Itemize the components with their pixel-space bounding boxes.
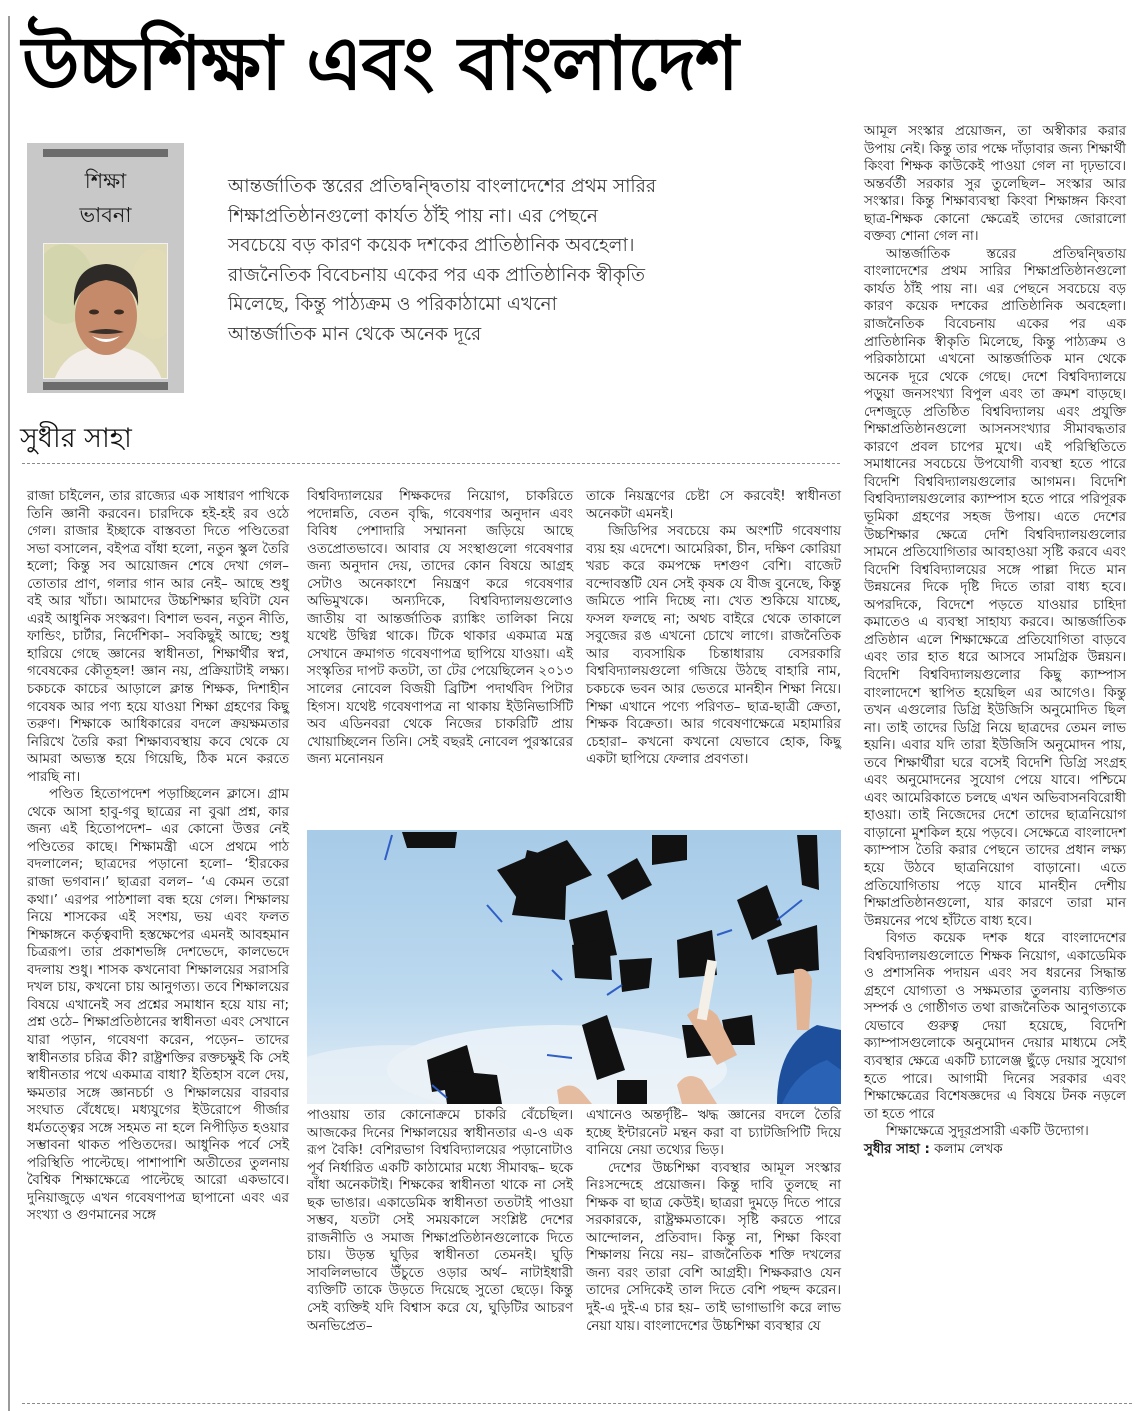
deck-line: আন্তর্জাতিক স্তরের প্রতিদ্বন্দ্বিতায় বাংলাদেশের প্রথম সারির: [228, 176, 657, 197]
paragraph: তাকে নিয়ন্ত্রণের চেষ্টা সে করবেই! স্বাধীনতা অনেকটা এমনই।: [586, 489, 841, 522]
tag-bar-bottom: [43, 382, 168, 390]
author-byline: সুধীর সাহা: [20, 423, 132, 454]
body-column-3-top: [586, 488, 841, 769]
paragraph: দেশের উচ্চশিক্ষা ব্যবস্থার আমূল সংস্কার নিঃসন্দেহে প্রয়োজন। কিন্তু দাবি তুলছে না শিক্ষক বা ছাত্র কেউই। ছাত্ররা দুমড়ে দিতে পারে সরকারকে, রাষ্ট্রক্ষমতাকে। সৃষ্টি করতে পারে আন্দোলন, প্রতিবাদ। কিন্তু না, শিক্ষা কিংবা শিক্ষালয় নিয়ে নয়– রাজনৈতিক শক্তি দখলের জন্য বরং তারা বেশি আগ্রহী। শিক্ষকরাও যেন তাদের সেদিকেই তাল দিতে বেশি পছন্দ করেন। দুই-এ দুই-এ চার হয়– তাই ভাগাভাগি করে লাভ নেয়া যায়। বাংলাদেশের উচ্চশিক্ষা ব্যবস্থার যে: [586, 1160, 841, 1334]
signoff-name: সুধীর সাহা :: [864, 1141, 930, 1157]
graduation-photo: [307, 830, 841, 1104]
graduation-caps-image: [307, 830, 841, 1104]
deck-line: মিলেছে, কিন্তু পাঠ্যক্রম ও পরিকাঠামো এখনো: [228, 294, 557, 315]
paragraph: এখানেও অন্তর্দৃষ্টি– ঋদ্ধ জ্ঞানের বদলে তৈরি হচ্ছে ইন্টারনেট মন্থন করা বা চ্যাটজিপিটি দিয়ে বানিয়ে নেয়া তথ্যের ভিড়।: [586, 1108, 841, 1159]
tag-bar-top: [43, 149, 168, 157]
paragraph: রাজা চাইলেন, তার রাজ্যের এক সাধারণ পাখিকে তিনি জ্ঞানী করবেন। চারদিকে হই-হই রব ওঠে গেল। রাজার ইচ্ছাকে বাস্তবতা দিতে পণ্ডিতেরা সভা বসালেন, বইপত্র বাঁধা হলো, নতুন স্কুল তৈরি হলো; কিন্তু সব আয়োজন শেষে দেখা গেল– তোতার প্রাণ, গলার গান আর নেই– আছে শুধু বই আর খাঁচা। আমাদের উচ্চশিক্ষার ছবিটা যেন এরই আধুনিক সংস্করণ। বিশাল ভবন, নতুন নীতি, ফান্ডিং, চার্টার, নির্দেশিকা– সবকিছুই আছে; শুধু হারিয়ে গেছে জ্ঞানের স্বাধীনতা, শিক্ষার্থীর স্বপ্ন, গবেষকের কৌতূহল! জ্ঞান নয়, প্রক্রিয়াটাই লক্ষ্য। চকচকে কাচের আড়ালে ক্লান্ত শিক্ষক, দিশাহীন গবেষক আর পণ্য হয়ে যাওয়া শিক্ষা গ্রহণের কিছু তরুণ। শিক্ষাকে আধিকারের বদলে ক্রয়ক্ষমতার নিরিখে তৈরি করা শিক্ষাব্যবস্থায় কবে থেকে যে আমরা অভ্যস্ত হয়ে গিয়েছি, ঠিক মনে করতে পারছি না।: [27, 489, 289, 785]
paragraph: আন্তর্জাতিক স্তরের প্রতিদ্বন্দ্বিতায় বাংলাদেশের প্রথম সারির শিক্ষাপ্রতিষ্ঠানগুলো কার্যত ঠাঁই পায় না। এর পেছনে সবচেয়ে বড় কারণ কয়েক দশকের প্রাতিষ্ঠানিক অবহেলা। রাজনৈতিক বিবেচনায় একের পর এক প্রাতিষ্ঠানিক স্বীকৃতি মিলেছে, কিন্তু পাঠ্যক্রম ও পরিকাঠামো এখনো আন্তর্জাতিক মান থেকে অনেক দূরে থেকে গেছে। দেশে বিশ্ববিদ্যালয়ে পড়ুয়া জনসংখ্যা বিপুল এবং তা ক্রমশ বাড়ছে। দেশজুড়ে প্রতিষ্ঠিত বিশ্ববিদ্যালয় এবং প্রযুক্তি শিক্ষাপ্রতিষ্ঠানগুলো আসনসংখ্যার সীমাবদ্ধতার কারণে প্রবল চাপের মুখে। এই পরিস্থিতিতে সমাধানের সবচেয়ে উপযোগী ব্যবস্থা হতে পারে বিদেশি বিশ্ববিদ্যালয়গুলোর আগমন। বিদেশি বিশ্ববিদ্যালয়গুলোর ক্যাম্পাস হতে পারে পরিপূরক ভূমিকা গ্রহণের সহজ উপায়। এতে দেশের উচ্চশিক্ষার ক্ষেত্রে দেশি বিশ্ববিদ্যালয়গুলোর সামনে প্রতিযোগিতার আবহাওয়া সৃষ্টি করবে এবং বিদেশি বিশ্ববিদ্যালয়ের সঙ্গে পাল্লা দিতে মান উন্নয়নের দিকে দৃষ্টি দিতে তারা বাধ্য হবে। অপরদিকে, বিদেশে পড়তে যাওয়ার চাহিদা কমাতেও এ ব্যবস্থা সাহায্য করবে। আন্তর্জাতিক প্রতিষ্ঠান এলে শিক্ষাক্ষেত্রে প্রতিযোগিতা বাড়বে এবং তার হাত ধরে আসবে সামগ্রিক উন্নয়ন। বিদেশি বিশ্ববিদ্যালয়গুলোর কিছু ক্যাম্পাস বাংলাদেশে স্থাপিত হয়েছিল এর আগেও। কিন্তু তখন এগুলোর ডিগ্রি ইউজিসি অনুমোদিত ছিল না। তাই তাদের ডিগ্রি নিয়ে ছাত্রদের তেমন লাভ হয়নি। এবার যদি তারা ইউজিসি অনুমোদন পায়, তবে শিক্ষার্থীরা ঘরে বসেই বিদেশি ডিগ্রি সংগ্রহ এবং অনুমোদনের সুযোগ পেয়ে যাবে। পশ্চিমে এবং আমেরিকাতে চলছে এখন অভিবাসনবিরোধী হাওয়া। তাই নিজেদের দেশে তাদের ছাত্রনিয়োগ বাড়ানো মুশকিল হয়ে পড়বে। সেক্ষেত্রে বাংলাদেশ ক্যাম্পাস তৈরি করার পেছনে তাদের প্রধান লক্ষ্য হয়ে উঠবে ছাত্রনিয়োগ বাড়ানো। এতে প্রতিযোগিতায় পড়ে যাবে মানহীন দেশীয় শিক্ষাপ্রতিষ্ঠানগুলো, যার কারণে তারা মান উন্নয়নের পথে হাঁটতে বাধ্য হবে।: [864, 246, 1126, 929]
paragraph: আমূল সংস্কার প্রয়োজন, তা অস্বীকার করার উপায় নেই। কিন্তু তার পক্ষে দাঁড়াবার জন্য শিক্ষার্থী কিংবা শিক্ষক কাউকেই পাওয়া গেল না দৃঢ়ভাবে। অন্তর্বর্তী সরকার সুর তুলেছিল– সংস্কার আর সংস্কার। কিন্তু শিক্ষাব্যবস্থা কিংবা শিক্ষাঙ্গন কিংবা ছাত্র-শিক্ষক কোনো ক্ষেত্রেই তাদের জোরালো বক্তব্য শোনা গেল না।: [864, 124, 1126, 245]
author-portrait-image: [44, 244, 168, 379]
column-tag-box: [27, 143, 184, 393]
deck-line: আন্তর্জাতিক মান থেকে অনেক দূরে: [228, 323, 482, 345]
signoff-role: কলাম লেখক: [934, 1141, 1003, 1157]
column-tag-line-2: ভাবনা: [79, 203, 132, 227]
body-column-2-bottom: [307, 1107, 573, 1335]
deck-line: শিক্ষাপ্রতিষ্ঠানগুলো কার্যত ঠাঁই পায় না। এর পেছনে: [228, 205, 598, 227]
paragraph: শিক্ষাক্ষেত্রে সুদূরপ্রসারী একটি উদ্যোগ।: [886, 1124, 1089, 1140]
body-column-3-bottom: [586, 1107, 841, 1335]
paragraph: জিডিপির সবচেয়ে কম অংশটি গবেষণায় ব্যয় হয় এদেশে। আমেরিকা, চীন, দক্ষিণ কোরিয়া খরচ করে কমপক্ষে দশগুণ বেশি। বাজেট বন্দোবস্তটি যেন সেই কৃষক যে বীজ বুনেছে, কিন্তু জমিতে পানি দিচ্ছে না। খেত শুকিয়ে যাচ্ছে, ফসল ফলছে না; অথচ বাইরে থেকে তাকালে সবুজের রঙ এখনো চোখে লাগে। রাজনৈতিক আর ব্যবসায়িক চিন্তাধারায় বেসরকারি বিশ্ববিদ্যালয়গুলো গজিয়ে উঠছে বাহারি নাম, চকচকে ভবন আর ভেতরে মানহীন শিক্ষা নিয়ে। শিক্ষা এখানে পণ্যে পরিণত– ছাত্র-ছাত্রী ক্রেতা, শিক্ষক বিক্রেতা। আর গবেষণাক্ষেত্রে মহামারির চেহারা– কখনো কখনো যেভাবে হোক, কিছু একটা ছাপিয়ে ফেলার প্রবণতা।: [586, 524, 841, 768]
divider-top: [22, 463, 840, 464]
deck-line: রাজনৈতিক বিবেচনায় একের পর এক প্রাতিষ্ঠানিক স্বীকৃতি: [228, 264, 645, 286]
column-tag-line-1: শিক্ষা: [84, 169, 127, 193]
author-signoff: [864, 1141, 1126, 1159]
body-column-1: [27, 488, 289, 1225]
left-margin-rule: [8, 16, 10, 1411]
body-column-2-top: [307, 488, 573, 769]
paragraph: বিশ্ববিদ্যালয়ের শিক্ষকদের নিয়োগ, চাকরিতে পদোন্নতি, বেতন বৃদ্ধি, গবেষণার অনুদান এবং বিবিধ পেশাদারি সম্মাননা জড়িয়ে আছে ওতপ্রোতভাবে। আবার যে সংস্থাগুলো গবেষণার জন্য অনুদান দেয়, তাদের কোন বিষয়ে আগ্রহ সেটাও অনেকাংশে নিয়ন্ত্রণ করে গবেষণার অভিমুখকে। অন্যদিকে, বিশ্ববিদ্যালয়গুলোও জাতীয় বা আন্তর্জাতিক র‍্যাঙ্কিং তালিকা নিয়ে যথেষ্ট উদ্বিগ্ন থাকে। টিকে থাকার একমাত্র মন্ত্র সেখানে ক্রমাগত গবেষণাপত্র ছাপিয়ে যাওয়া। এই সংস্কৃতির দাপট কতটা, তা টের পেয়েছিলেন ২০১৩ সালের নোবেল বিজয়ী ব্রিটিশ পদার্থবিদ পিটার হিগস। যথেষ্ট গবেষণাপত্র না থাকায় ইউনিভার্সিটি অব এডিনবরা থেকে নিজের চাকরিটি প্রায় খোয়াচ্ছিলেন তিনি। সেই বছরই নোবেল পুরস্কারের জন্য মনোনয়ন: [307, 489, 573, 768]
paragraph: পাওয়ায় তার কোনোক্রমে চাকরি বেঁচেছিল। আজকের দিনের শিক্ষালয়ের স্বাধীনতার এ-ও এক রূপ বৈকি! বেশিরভাগ বিশ্ববিদ্যালয়ের পড়ানোটাও পূর্ব নির্ধারিত একটি কাঠামোর মধ্যে সীমাবদ্ধ– ছকে বাঁধা অনেকটাই। শিক্ষকের স্বাধীনতা থাকে না সেই ছক ভাঙার। একাডেমিক স্বাধীনতা ততটাই পাওয়া সম্ভব, যতটা সেই সময়কালে সংশ্লিষ্ট দেশের রাজনীতি ও সমাজ শিক্ষাপ্রতিষ্ঠানগুলোকে দিতে চায়। উড়ন্ত ঘুড়ির স্বাধীনতা তেমনই। ঘুড়ি সাবলিলভাবে উঁচুতে ওড়ার অর্থ– নাটাইধারী ব্যক্তিটি তাকে উড়তে দিয়েছে সুতো ছেড়ে। কিন্তু সেই ব্যক্তিই যদি বিশ্বাস করে যে, ঘুড়িটির আচরণ অনভিপ্রেত–: [307, 1108, 573, 1334]
divider-bottom: [22, 1403, 1132, 1404]
paragraph: বিগত কয়েক দশক ধরে বাংলাদেশের বিশ্ববিদ্যালয়গুলোতে শিক্ষক নিয়োগ, একাডেমিক ও প্রশাসনিক পদায়ন এবং সব ধরনের সিদ্ধান্ত গ্রহণে যোগ্যতা ও সক্ষমতার তুলনায় ব্যক্তিগত সম্পর্ক ও গোষ্ঠীগত তথা রাজনৈতিক আনুগত্যকে যেভাবে গুরুত্ব দেয়া হয়েছে, বিদেশি ক্যাম্পাসগুলোকে অনুমোদন দেয়ার মাধ্যমে সেই ব্যবস্থার ক্ষেত্রে একটি চ্যালেঞ্জ ছুঁড়ে দেয়ার সুযোগ হতে পারে। আগামী দিনের সরকার এবং শিক্ষাক্ষেত্রের বিশেষজ্ঞদের এ বিষয়ে টনক নড়লে তা হতে পারে: [864, 931, 1126, 1122]
paragraph: পণ্ডিত হিতোপদেশ পড়াচ্ছিলেন ক্লাসে। গ্রাম থেকে আসা হাবু-গবু ছাত্রের না বুঝা প্রশ্ন, কার জন্য এই হিতোপদেশ– এর কোনো উত্তর নেই পণ্ডিতের কাছে। শিক্ষামন্ত্রী এসে প্রথমে পাঠ বদলালেন; ছাত্রদের পড়ানো হলো– ‘হীরকের রাজা ভগবান।’ ছাত্ররা বলল– ‘এ কেমন তরো কথা।’ এরপর পাঠশালা বন্ধ হয়ে গেল। শিক্ষালয় নিয়ে শাসকের এই সংশয়, ভয় এবং ফলত শিক্ষাঙ্গনে কর্তৃত্ববাদী হস্তক্ষেপের এমনই আবহমান চিত্ররূপ। তার প্রকাশভঙ্গি দেশভেদে, কালভেদে বদলায় শুধু। শাসক কখনোবা শিক্ষালয়ের সরাসরি দখল চায়, কখনো চায় আনুগত্য। তবে শিক্ষালয়ের বিষয়ে এখানেই সব প্রশ্নের সমাধান হয়ে যায় না; প্রশ্ন ওঠে– শিক্ষাপ্রতিষ্ঠানের স্বাধীনতা এবং সেখানে যারা পড়ান, গবেষণা করেন, পড়েন– তাদের স্বাধীনতার চরিত্র কী? রাষ্ট্রশক্তির রক্তচক্ষুই কি সেই স্বাধীনতার পথে একমাত্র বাধা? ইতিহাস বলে দেয়, ক্ষমতার সঙ্গে জ্ঞানচর্চা ও শিক্ষালয়ের বারবার সংঘাত বেঁধেছে। মধ্যযুগের ইউরোপে গীর্জার ধর্মতত্ত্বের সঙ্গে সহমত না হলে নিপীড়িত হওয়ার সম্ভাবনা থাকত পণ্ডিতদের। আধুনিক পর্বে সেই পরিস্থিতি পাল্টেছে। পাশাপাশি অতীতের তুলনায় বৈশ্বিক শিক্ষাক্ষেত্রে পাল্টেছে আরো একভাবে। দুনিয়াজুড়ে এখন গবেষণাপত্র ছাপানো এবং এর সংখ্যা ও গুণমানের সঙ্গে: [27, 787, 289, 1224]
body-column-4: [864, 123, 1126, 1158]
headline: উচ্চশিক্ষা এবং বাংলাদেশ: [22, 21, 738, 107]
article-deck: [228, 172, 788, 349]
deck-line: সবচেয়ে বড় কারণ কয়েক দশকের প্রাতিষ্ঠানিক অবহেলা।: [228, 235, 635, 256]
author-portrait: [43, 243, 168, 379]
